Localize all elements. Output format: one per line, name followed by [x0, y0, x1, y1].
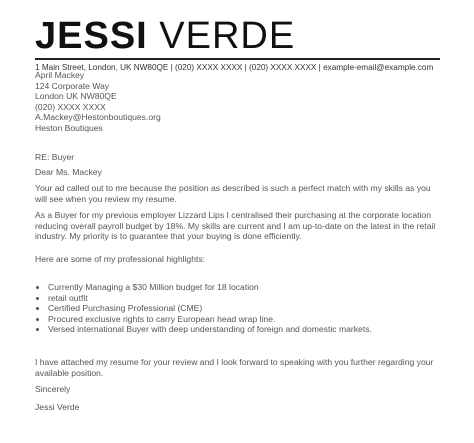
list-item: • Versed international Buyer with deep understanding of foreign and domestic markets.: [48, 324, 372, 335]
recipient-address: [35, 70, 161, 134]
letter-subject: RE: Buyer: [35, 152, 75, 162]
recipient-phone: (020) XXXX XXXX: [35, 101, 106, 112]
contact-line: 1 Main Street, London, UK NW80QE | (020) XXXX XXXX | (020) XXXX XXXX | example-email@example.com: [35, 58, 440, 73]
recipient-name: April Mackey: [35, 70, 85, 80]
recipient-email: A.Mackey@Hestonboutiques.org: [35, 112, 161, 123]
signature-name: Jessi Verde: [35, 402, 80, 412]
list-item: • Currently Managing a $30 Million budget for 18 location: [48, 282, 372, 293]
list-item: • Procured exclusive rights to carry European head wrap line.: [48, 314, 372, 325]
letter-paragraph-1: Your ad called out to me because the position as described is such a perfect match with my skills as you will see when you review my resume.: [35, 183, 431, 204]
recipient-city: London UK NW80QE: [35, 91, 117, 102]
recipient-street: 124 Corporate Way: [35, 80, 110, 91]
applicant-last-name: VERDE: [159, 15, 296, 57]
highlights-list: [35, 282, 372, 335]
highlights-intro: Here are some of my professional highlights:: [35, 254, 206, 264]
closing-paragraph: I have attached my resume for your review and I look forward to speaking with you further regarding your available position.: [35, 357, 434, 378]
letter-paragraph-2: As a Buyer for my previous employer Lizzard Lips I centralised their purchasing at the corporate location reducing overall payroll budget by 18%. My skills are current and I am up-to-date on the latest in the retail industry. My priority is to guarantee that your buying is done efficiently.: [35, 210, 436, 242]
applicant-first-name: JESSI: [35, 15, 148, 57]
recipient-company: Heston Boutiques: [35, 122, 103, 133]
list-item: • Certified Purchasing Professional (CME): [48, 303, 372, 314]
applicant-name: [35, 16, 295, 56]
list-item: • retail outfit: [48, 293, 372, 304]
sign-off: Sincerely: [35, 384, 71, 394]
letter-salutation: Dear Ms. Mackey: [35, 167, 102, 177]
highlights-list-block: [35, 282, 372, 335]
